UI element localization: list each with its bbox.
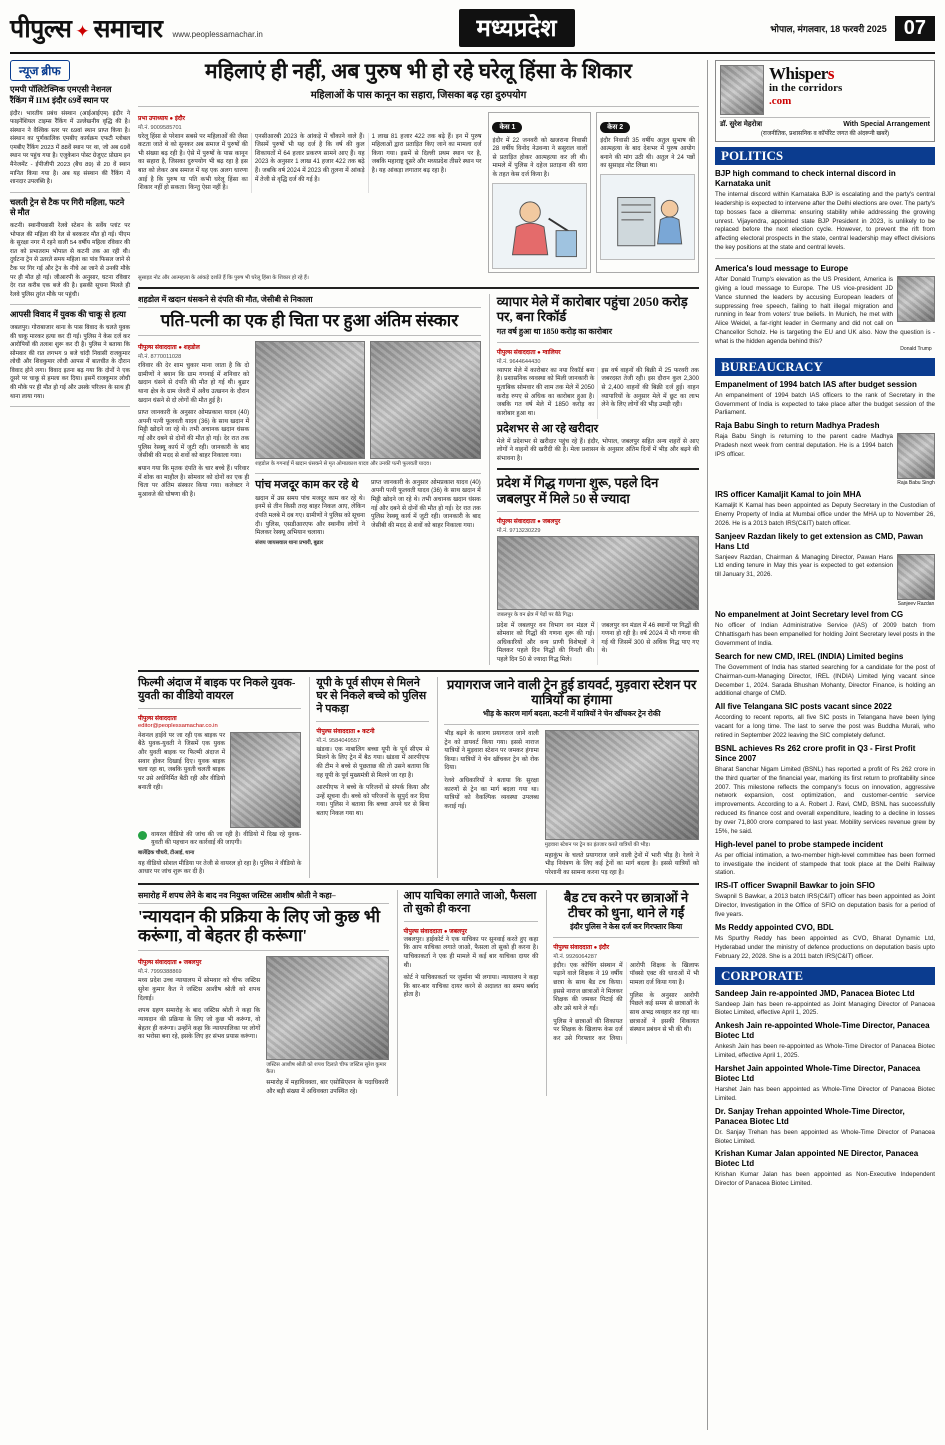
child-headline: यूपी के पूर्व सीएम से मिलने घर से निकले बच्चे को पुलिस ने पकड़ा [316,676,427,715]
item-headline: Sandeep Jain re-appointed JMD, Panacea Biotec Ltd [715,988,915,998]
justice-photo-caption: जस्टिस आशीष श्रोती को शपथ दिलाते चीफ जस्टिस सुरेश कुमार कैत। [266,1062,387,1076]
bike-para: नेशनल हाईवे पर जा रही एक बाइक पर बैठे युवक-युवती ने जिसमें एक युवक और युवती बाइक पर फिल्मी अंदाज में सवार होकर दिखाई दिए। युवक बाइक चला रहा था, जबकि युवती चलती बाइक पर उसे अर्धनिर्मित बैठी रही और वीडियो बनाती रही। [138,731,226,791]
item-headline: High-level panel to probe stampede incident [715,839,884,849]
whispers-title-part3: .com [769,95,792,108]
lead-illustration-caption: सुसाइड नोट और आत्महत्या के आंकड़े दर्शाते हैं कि पुरुष भी घरेलू हिंसा के शिकार हो रहे हैं। [138,274,309,281]
page-number: 07 [895,16,935,41]
justice-para: समारोह में महाधिवक्ता, बार एसोसिएशन के पदाधिकारी और बड़ी संख्या में अधिवक्ता उपस्थित रहे। [266,1079,389,1095]
trade-sub-kicker: प्रदेशभर से आ रहे खरीदार [496,422,599,435]
oath-ceremony-photo [266,956,388,1060]
whisper-item [715,380,935,419]
item-text: Krishan Kumar Jalan has been appointed as Non-Executive Independent Director of Panacea Biotec Limited. [715,1171,935,1188]
sanjeev-razdan-mugshot [897,554,935,600]
badtouch-sub-kicker: इंदौर पुलिस ने केस दर्ज कर गिरफ्तार किया [570,921,683,931]
whispers-column [707,60,935,1430]
justice-kicker: समारोह में शपथ लेने के बाद नव नियुक्त जस्टिस आशीष श्रोती ने कहा– [138,890,389,904]
train-para: भीड़ बढ़ने के कारण प्रयागराज जाने वाली ट्रेन को डायवर्ट किया गया। इससे नाराज यात्रियों ने मुड़वारा स्टेशन पर जमकर हंगामा किया। यात्रियों ने चेन खींचकर ट्रेन को रोक दिया। [444,729,539,772]
badtouch-contact: मो.नं. 9926064287 [553,953,597,960]
whispers-title-s: s [827,64,834,83]
section-header-bureaucracy: BUREAUCRACY [715,358,935,376]
vulture-contact: मो.नं. 9713230229 [496,527,541,534]
case-illustration-2 [600,174,695,260]
whisper-item [715,264,935,353]
bike-photo [230,732,301,828]
case-text: इंदौर में 22 जनवरी को खजराना निवासी 28 वर्षीय विनोद नेउवन्या ने ससुराल वालों से प्रताड़ित होकर आत्महत्या कर ली थी। मामले में पुलिस ने दहेज प्रताड़ना की धारा के तहत केस दर्ज किया है। [492,136,588,179]
item-headline: Dr. Sanjay Trehan appointed Whole-Time Director, Panacea Biotec Ltd [715,1106,905,1126]
victim-photo-male [255,341,365,459]
trade-contact: मो.नं. 9644644430 [496,358,541,365]
petition-para: कोर्ट ने याचिकाकर्ता पर जुर्माना भी लगाया। न्यायालय ने कहा कि बार-बार याचिका दायर करने से अदालत का समय बर्बाद होता है। [403,974,539,999]
website-url: www.peoplessamachar.in [172,30,263,39]
item-headline: BJP high command to check internal discord in Karnataka unit [715,169,896,188]
item-headline: IRS officer Kamaljit Kamal to join MHA [715,489,862,499]
justice-contact: मो.नं. 7999388869 [138,969,182,976]
mugshot-caption: Sanjeev Razdan [897,600,935,607]
lead-para: एनसीआरबी 2023 के आंकड़े में चौंकाने वाले हैं। जिसमें पुरुषों भी यह दर्ज है कि वर्ष की कुल शिकायतों में 64 हजार प्रकरण सामने आए हैं। यह 2023 के अनुसार 1 लाख 41 हजार 422 तक बढ़े हैं। जबकि वर्ष 2024 में 2023 की तुलना में आंकड़े में तेजी से वृद्धि दर्ज की गई है। [254,132,365,183]
case-tag: केस 1 [492,122,522,133]
brief-headline: एमपी पॉलिटेक्निक एमएसी नेशनल रैंकिंग में IIM इंदौर 69वें स्थान पर [10,85,112,105]
case-box-1 [488,112,591,273]
petition-headline: आप याचिका लगाते जाओ, फैसला तो सुको ही करना [403,889,537,915]
lead-byline: प्रभा उपाध्याय ● इंदौर [138,115,185,122]
raja-babu-singh-mugshot [897,433,935,479]
child-story [309,677,429,878]
lead-headline: महिलाएं ही नहीं, अब पुरुष भी हो रहे घरेलू हिंसा के शिकार [205,59,632,83]
badtouch-para: इंदौर। एक कोचिंग संस्थान में पढ़ाने वाले शिक्षक ने 19 वर्षीय छात्रा के साथ बैड टच किया। इससे नाराज छात्राओं ने मिलकर शिक्षक की जमकर पिटाई की और उसे थाने ले गईं। [553,961,623,1013]
shahdol-photo-caption: शहडोल के गगनाई में खदान धंसकने से मृत ओमप्रकाश यादव और उनकी पत्नी फूलवती यादव। [255,460,432,467]
item-text: After Donald Trump's elevation as the US President, America is giving a loud message to Europe. The US vice-president JD Vance stunned the leaders by accusing European leaders of suppressing free speech, failing to halt illegal migration and running in fear from voters' true beliefs. In Munich, he met with Alice Weidel, a far-right leader in Germany and did not call on Chancellor Scholz. He is targeting the EU and UK also. Now the question is - what is the hidden agenda behind this? [715,276,935,346]
whisper-item [715,1021,935,1061]
trump-mugshot [897,276,935,322]
brief-item [10,198,130,300]
bike-para: यह वीडियो सोशल मीडिया पर तेजी से वायरल हो रहा है। पुलिस ने वीडियो के आधार पर जांच शुरू कर दी है। [138,859,302,876]
child-para: खंडवा। एक नाबालिग बच्चा यूपी के पूर्व सीएम से मिलने के लिए ट्रेन में बैठ गया। खंडवा में आरपीएफ की टीम ने बच्चे से पूछताछ की तो उसने बताया कि वह यूपी के पूर्व मुख्यमंत्री से मिलने जा रहा है। [316,745,430,779]
train-crowd-photo [545,730,699,840]
lead-contact: मो.नं. 9009585701 [138,124,182,131]
lead-story [138,60,699,282]
mugshot-caption: Raja Babu Singh [897,480,935,487]
item-text: Dr. Sanjay Trehan has been appointed as Whole-Time Director of Panacea Biotec Limited. [715,1128,935,1145]
bike-byline: पीपुल्स संवाददाता [138,715,177,722]
case-tag: केस 2 [600,122,630,133]
brief-headline: चलती ट्रेन से टैक पर गिरी महिला, फटने से मौत [10,197,125,218]
shahdol-story [138,294,481,665]
justice-byline: पीपुल्स संवाददाता ● जबलपुर [138,960,202,967]
case-text: इंदौर निवासी 35 वर्षीय अतुल सुभाष की आत्महत्या के बाद देशभर में पुरुष आयोग बनाने की मांग उठी थी। अतुल ने 24 पन्नों का सुसाइड नोट लिखा था। [600,136,695,170]
whisper-item [715,702,935,741]
vulture-byline: पीपुल्स संवाददाता ● जबलपुर [496,518,561,525]
whisper-item [715,1149,935,1189]
whisper-item [715,421,935,487]
item-headline: All five Telangana SIC posts vacant since 2022 [715,702,892,712]
vulture-photo-caption: जबलपुर के वन क्षेत्र में पेड़ों पर बैठे गिद्ध। [496,611,574,618]
whisper-item [715,923,935,962]
shahdol-sub-kicker: पांच मजदूर काम कर रहे थे [255,478,359,491]
justice-para: शपथ ग्रहण समारोह के बाद जस्टिस श्रोती ने कहा कि न्यायदान की प्रक्रिया के लिए जो कुछ भी करूंगा, वो बेहतर ही करूंगा। उन्होंने कहा कि न्यायपालिका पर लोगों का भरोसा बना रहे, इसके लिए हर संभव प्रयास करूंगा। [138,1007,261,1041]
page-grid [10,60,935,1430]
whisper-item [715,1107,935,1147]
bike-quote-source: बालेंद्रिक चौधरी, टीआई, थाना [138,849,195,856]
item-headline: Search for new CMD, IREL (INDIA) Limited begins [715,651,904,661]
justice-story [138,890,389,1097]
item-headline: Ankesh Jain re-appointed Whole-Time Director, Panacea Biotec Ltd [715,1021,930,1041]
whispers-title-part1: Whisper [769,64,828,83]
item-text: Raja Babu Singh is returning to the parent cadre Madhya Pradesh next week from central deputation. He is a 1994 batch IPS officer. [715,433,893,458]
item-text: According to recent reports, all five SIC posts in Telangana have been lying vacant for a long time. The last to serve the post was Buddha Murali, who retired in September 2022 leaving the SIC completely defunct. [715,714,935,740]
item-headline: Sanjeev Razdan likely to get extension as CMD, Pawan Hans Ltd [715,531,924,551]
train-story [437,677,699,878]
item-text: Harshet Jain has been appointed as Whole-Time Director of Panacea Biotec Limited. [715,1085,935,1102]
bike-email[interactable]: editor@peoplessamachar.co.in [138,722,218,729]
whisper-item [715,610,935,649]
trade-byline: पीपुल्स संवाददाता ● ग्वालियर [496,349,561,356]
whispers-title-part2: in the corridors [769,82,843,94]
item-headline: Empanelment of 1994 batch IAS after budget session [715,379,917,389]
edition-title: मध्यप्रदेश [459,9,575,47]
shahdol-para: रविवार की देर शाम चुकार माना जाता है कि दो ग्रामीणों ने बयान कि ग्राम गगनाई में शनिवार को खदान धंसने से दंपति की मौत हो गई थी। बुढार थाना क्षेत्र के ग्राम जेवरी में अवैध उत्खनन के दौरान खदान धंसने से दो लोगों की मौत हुई है। [138,361,250,404]
child-para: आरपीएफ ने बच्चे के परिजनों से संपर्क किया और उन्हें सूचना दी। बच्चे को परिजनों के सुपुर्द कर दिया गया। पुलिस ने बताया कि बच्चा अपने घर से बिना बताए निकल गया था। [316,784,430,818]
lead-para: घरेलू हिंसा से परेशान सबसे पर महिलाओं की जैसा कटता जाते थे को सुनकर अब समाज में पुरुषों की भी संख्या बढ़ रही है। ऐसे में पुरुषों के पास कानून का सहारा है, जिसका दुरुपयोग भी बढ़ रहा है इस बात को लेकर अब समाज में यह एक अलग धारणा आई है कि पुरुष या पति कभी घरेलू हिंसा का शिकार नहीं हो सकता। किन्तु ऐसा नहीं है। [138,132,248,192]
whispers-title [769,65,930,82]
whatsapp-icon [138,831,147,840]
item-headline: Ms Reddy appointed CVO, BDL [715,922,834,932]
badtouch-byline: पीपुल्स संवाददाता ● इंदौर [553,944,610,951]
item-headline: Krishan Kumar Jalan appointed NE Director, Panacea Biotec Ltd [715,1149,919,1169]
item-text: No officer of Indian Administrative Service (IAS) of 2009 batch from Chhattisgarh has been empanelled for holding Joint Secretary level posts in the Government of India. [715,622,935,648]
badtouch-headline: बैड टच करने पर छात्राओं ने टीचर को धुना, थाने ले गईं [564,889,689,920]
petition-para: जबलपुर। हाईकोर्ट ने एक याचिका पर सुनवाई करते हुए कहा कि आप याचिका लगाते जाओ, फैसला तो सुको ही करना है। याचिकाकर्ता ने एक ही मामले में कई बार याचिका दायर की थी। [403,935,539,969]
news-brief-column [10,60,130,1430]
main-content-column [138,60,699,1430]
item-headline: America's loud message to Europe [715,264,849,274]
shahdol-headline: पति-पत्नी का एक ही चिता पर हुआ अंतिम संस्कार [160,310,459,330]
child-contact: मो.नं. 9584049557 [316,737,361,744]
mugshot-caption: Donald Trump [900,345,932,352]
whisper-item [715,532,935,608]
item-headline: IRS-IT officer Swapnil Bawkar to join SFIO [715,881,876,891]
justice-para: मध्य प्रदेश उच्च न्यायालय में सोमवार को चीफ जस्टिस सुरेश कुमार कैत ने जस्टिस आशीष श्रोती को शपथ दिलाई। [138,977,261,1002]
logo-second-text: समाचार [93,16,163,43]
item-text: The internal discord within Karnataka BJP is escalating and the party's central leadership is expected to intervene after the Delhi elections are over. The party's top bosses face a dilemma: ensuring stability while addressing the growing unrest. Vijayendra, appointed state BJP President in 2023, is unlikely to be replaced before the next election cycle. However, to prevent the rift from affecting electoral prospects in the state, central leadership may effect divisions the key positions at the state and central levels. [715,191,935,252]
whispers-banner [715,60,935,142]
bike-headline: फिल्मी अंदाज में बाइक पर निकले युवक-युवती का वीडियो वायरल [138,676,296,702]
section-header-politics: POLITICS [715,147,935,165]
item-text: Sandeep Jain has been re-appointed as Joint Managing Director of Panacea Biotec Limited, effective April 1, 2025. [715,1000,935,1017]
columnist-name: डॉ. सुरेश मेहरोत्रा [720,121,763,128]
item-text: Ms Spurthy Reddy has been appointed as CVO, Bharat Dynamic Ltd, Hyderabad under the ministry of defence productions on deputation basis upto February 22, 2028. She is a 2011 batch IRS(C&IT) officer. [715,934,935,960]
brief-text: इंदौर। भारतीय प्रबंध संस्थान (आईआईएम) इंदौर ने फाइनेंशियल टाइम्स रैंकिंग में उल्लेखनीय वृद्धि की है। संस्थान ने वैश्विक स्तर पर 69वां स्थान प्राप्त किया है। संस्थान का पूर्णकालिक एमबीए कार्यक्रम एफटी ग्लोबल एमबीए रैंकिंग 2023 में 88वें स्थान पर था, जो अब 69वें स्थान पर पहुंच गया है। एजुकेशन पोस्ट ग्रेजुएट प्रोग्राम इन मैनेजमेंट - ईपीजीपी 2023 (बैच 89) से 20 वें स्थान मानित किया गया है। अब यह संस्थान की रैंकिंग में शानदार उपलब्धि है। [10,110,130,186]
train-subheadline: भीड़ के कारण मार्ग बदला, कटनी में यात्रियों ने चेन खींचकर ट्रेन रोकी [482,708,661,718]
masthead [10,8,935,54]
item-text: An empanelment of 1994 batch IAS officers to the rank of Secretary in the Government of India is expected to take place after the budget session of the Parliament. [715,391,935,417]
shahdol-sub-text: खदान में उस समय पांच मजदूर काम कर रहे थे। इनमें से तीन किसी तरह बाहर निकल आए, लेकिन दंपति मलबे में दब गए। ग्रामीणों ने पुलिस को सूचना दी। पुलिस, एसडीआरएफ और स्थानीय लोगों ने मिलकर रेस्क्यू अभियान चलाया। [255,494,365,537]
logo-main-text: पीपुल्स [10,16,72,43]
item-text: The Government of India has started searching for a candidate for the post of Chairman-cum-Managing Director, IREL (INDIA) Limited lying vacant since December 1, 2024. Sarada Bhushan Mohanty, Director Finance, is holding an additional charge of CMD. [715,663,935,698]
whisper-item [715,652,935,699]
masthead-right [770,16,935,41]
petition-byline: पीपुल्स संवाददाता ● जबलपुर [403,928,467,935]
shahdol-quote-source: संजय जायसवाल थाना प्रभारी, बुढार [255,540,324,547]
whisper-item [715,490,935,529]
whisper-item [715,989,935,1019]
lead-para: 1 लाख 81 हजार 422 तक बढ़े हैं। इन में पुरुष महिलाओं द्वारा प्रताड़ित किए जाने का मामला दर्ज किया गया। इसमें से दिल्ली प्रथम स्थान पर है, जबकि महाराष्ट्र दूसरे और मध्यप्रदेश तीसरे स्थान पर है। यह आंकड़ा लगातार बढ़ रहा है। [371,132,482,175]
section-header-corporate: CORPORATE [715,967,935,985]
item-headline: Raja Babu Singh to return Madhya Pradesh [715,421,880,431]
item-text: Swapnil S Bawkar, a 2013 batch IRS(C&IT) officer has been appointed as Joint Director, Investigation in the Office of SFIO on deputation basis for a period of five years. [715,893,935,919]
shahdol-extra-text: प्राप्त जानकारी के अनुसार ओमप्रकाश यादव (40) अपनी पत्नी फूलवती यादव (36) के साथ खदान में मिट्टी खोदने जा रहे थे। तभी अचानक खदान धंसक गई और दबने से दोनों की मौत हो गई। देर रात तक पुलिस रेस्क्यू कार्य में जुटी रही। जानकारी के बाद जेसीबी की मदद से शवों को बाहर निकाला गया। [370,478,481,530]
brief-headline: आपसी विवाद में युवक की चाकू से हत्या [10,310,126,320]
item-text: Bharat Sanchar Nigam Limited (BSNL) has reported a profit of Rs 262 crore in the third quarter of the financial year, marking its first return to profitability since 2007. This milestone reflects the company's focus on innovation, aggressive network expansion, cost optimization, and customer-centric service improvements. According to a A. Robert J. Ravi, CMD, BSNL has successfully reduced its finance cost and overall expenditure, leading to a decline in losses by over 71,800 crore compared to last year. Mobility services revenue grew by 15%, he said. [715,765,935,835]
vulture-headline: प्रदेश में गिद्ध गणना शुरू, पहले दिन जबलपुर में मिले 50 से ज्यादा [496,475,659,506]
columnist-photo [720,65,764,115]
trade-headline: व्यापार मेले में कारोबार पहुंचा 2050 करोड़ पर, बना रिकॉर्ड [496,293,688,324]
case-illustration-1 [492,183,587,269]
train-para: रेलवे अधिकारियों ने बताया कि सुरक्षा कारणों से ट्रेन का मार्ग बदला गया था। यात्रियों को वैकल्पिक व्यवस्था उपलब्ध कराई गई। [444,777,539,810]
item-headline: No empanelment at Joint Secretary level from CG [715,610,904,620]
bike-video-story [138,677,301,878]
victim-photo-female [370,341,480,459]
newspaper-logo [10,11,263,45]
badtouch-para: पुलिस ने छात्राओं की शिकायत पर शिक्षक के खिलाफ केस दर्ज कर उसे गिरफ्तार कर लिया। आरोपी शिक्षक के खिलाफ पॉक्सो एक्ट की धाराओं में भी मामला दर्ज किया गया है। [553,961,699,1042]
brief-item [10,85,130,187]
petition-story [397,890,539,1097]
brief-text: कटनी। स्थानीयवासी रेलवे स्टेशन के सर्वेय प्लांट पर भोपाल की महिला की रेल से बरकरार मौत हो गई। पीएम के सुरक्षा नगर में रहने वाली 54 वर्षीय महिला रविवार की रात को प्रभातराम भोपाल से कटनी तक आ रही थी। दुर्घटना ट्रेन से उतरते समय महिला का पांव फिसल जाने से टैक पर गिर गई और ट्रेन के नीचे आ जाने से उनकी मौके पर ही मौत हो गई। जीआरपी के अनुसार, घटना रविवार देर रात करीब एक बजे की है। इसकी सूचना मिलते ही रेलवे पुलिस तुरंत मौके पर पहुंची। [10,223,130,298]
whisper-item [715,744,935,837]
whisper-item [715,840,935,879]
badtouch-story [546,890,699,1097]
trade-para: व्यापार मेले में कारोबार का नया रिकॉर्ड बना है। प्रशासनिक व्यवस्था को मिली जानकारी के मुताबिक सोमवार की शाम तक मेले में 2050 करोड़ रुपए से अधिक का कारोबार हुआ है। जबकि गत वर्ष मेले में 1850 करोड़ का कारोबार हुआ था। [496,366,595,417]
item-text: As per official intimation, a two-member high-level committee has been formed to investigate the incident of stampede that took place at the Delhi Railway station. [715,851,935,877]
publication-date: भोपाल, मंगलवार, 18 फरवरी 2025 [770,23,887,34]
brief-item [10,310,130,401]
brief-text: जबलपुर। गोराबाजार थाना के पास विवाद के चलते युवक की चाकू मारकर हत्या कर दी गई। पुलिस ने केस दर्ज कर आरोपियों की तलाश शुरू कर दी है। पुलिस ने बताया कि सोमवार की रात लगभग 9 बजे चांदी निवासी राजकुमार लोधी और शिवकुमार लोधी आपस में बातचीत के दौरान विवाद होने लगा। विवाद इतना बढ़ गया कि दोनों ने एक दूसरे पर चाकू से हमला कर दिया। इसमें राजकुमार लोधी की मौके पर ही मौत हो गई और उसके परिजन के साथ ही थाना लाया गया। [10,325,130,400]
child-byline: पीपुल्स संवाददाता ● कटनी [316,728,375,735]
train-para: महाकुंभ के चलते प्रयागराज जाने वाली ट्रेनों में भारी भीड़ है। रेलवे ने भीड़ नियंत्रण के लिए कई ट्रेनों का मार्ग बदला है। इससे यात्रियों को परेशानी का सामना करना पड़ रहा है। [544,851,699,877]
badtouch-para: पुलिस के अनुसार आरोपी पिछले कई समय से छात्राओं के साथ अभद्र व्यवहार कर रहा था। छात्राओं ने इसकी शिकायत संस्थान प्रबंधन से भी की थी। [629,991,699,1034]
trade-sub-text: मेले में प्रदेशभर से खरीदार पहुंच रहे हैं। इंदौर, भोपाल, जबलपुर सहित अन्य शहरों से आए लोगों ने वाहनों की खरीदी की है। मेला प्रशासन के अनुसार अंतिम दिनों में भीड़ और बढ़ने की संभावना है। [496,437,699,462]
item-text: Sanjeev Razdan, Chairman & Managing Director, Pawan Hans Ltd ending tenure in May this year is expected to get extension till January 31, 2026. [715,553,893,579]
vulture-story [497,475,699,664]
justice-headline: 'न्यायदान की प्रक्रिया के लिए जो कुछ भी करूंगा, वो बेहतर ही करूंगा' [138,906,381,946]
vulture-photo [497,536,699,610]
whisper-item [715,881,935,920]
trade-subheadline: गत वर्ष हुआ था 1850 करोड़ का कारोबार [496,326,612,336]
vulture-para: जबलपुर वन मंडल में 46 स्थानों पर गिद्धों की गणना हो रही है। वर्ष 2024 में भी गणना की गई थी जिसमें 300 से अधिक गिद्ध पाए गए थे। [601,621,699,655]
news-brief-tag: न्यूज ब्रीफ [10,60,70,81]
case-box-2 [596,112,699,273]
train-kicker-headline: प्रयागराज जाने वाली ट्रेन हुई डायवर्ट, मुड़वारा स्टेशन पर यात्रियों का हंगामा [447,676,697,707]
item-text: Ankesh Jain has been re-appointed as Whole-Time Director of Panacea Biotec Limited, effective April 1, 2025. [715,1043,935,1060]
whisper-item [715,169,935,253]
lead-subheadline: महिलाओं के पास कानून का सहारा, जिसका बढ़ रहा दुरुपयोग [310,89,527,101]
shahdol-kicker: शहडोल में खदान धंसकने से दंपति की मौत, जेसीबी से निकाला [138,294,481,308]
whisper-item [715,1064,935,1104]
train-photo-caption: मुड़वारा स्टेशन पर ट्रेन का इंतजार करते यात्रियों की भीड़। [544,841,651,848]
shahdol-contact: मो.नं. 8770011028 [138,353,182,360]
trade-para: इस वर्ष वाहनों की बिक्री में 25 फरवरी तक जबरदस्त तेजी रही। इस दौरान कुल 2,300 से 2,400 वाहनों की बिक्री दर्ज हुई। वाहन व्यापारियों के अनुसार मेले में छूट का लाभ लेने के लिए लोगों की भीड़ उमड़ी रही। [601,366,699,409]
whispers-arrangement: With Special Arrangement [843,121,930,128]
vulture-para: प्रदेश में जबलपुर वन विभाग वन मंडल में सोमवार को गिद्धों की गणना शुरू की गई। अधिकारियों और वन्य प्राणी विशेषज्ञों ने मिलकर पहले दिन गिद्धों की गिनती की। पहले दिन 50 से ज्यादा गिद्ध मिले। [496,621,595,664]
item-headline: Harshet Jain appointed Whole-Time Director, Panacea Biotec Ltd [715,1063,921,1083]
shahdol-para: प्राप्त जानकारी के अनुसार ओमप्रकाश यादव (40) अपनी पत्नी फूलवती यादव (36) के साथ खदान में मिट्टी खोदने जा रहे थे। तभी अचानक खदान धंसक गई और दबने से दोनों की मौत हो गई। देर रात तक पुलिस रेस्क्यू कार्य में जुटी रही। जानकारी के बाद जेसीबी की मदद से शवों को बाहर निकाला गया। [138,409,250,460]
trade-fair-story [497,294,699,464]
item-headline: BSNL achieves Rs 262 crore profit in Q3 - First Profit Since 2007 [715,743,916,763]
shahdol-para: बयान गया कि मृतक दंपति के चार बच्चे हैं। परिवार में शोक का माहौल है। सोमवार को दोनों का एक ही चिता पर अंतिम संस्कार किया गया। कलेक्टर ने मुआवजे की घोषणा की है। [138,465,250,498]
star-icon: ✦ [75,22,90,41]
whispers-note: (राजनीतिक, प्रशासनिक व कॉर्पोरेट जगत की अंदरूनी खबरें) [760,131,890,137]
bike-para: वायरल वीडियो की जांच की जा रही है। वीडियो में दिख रहे युवक-युवती की पहचान कर कार्रवाई की जाएगी। [151,830,302,847]
shahdol-byline: पीपुल्स संवाददाता ● शहडोल [138,344,200,351]
item-text: Kamaljit K Kamal has been appointed as Deputy Secretary in the Custodian of Enemy Property of India at Mumbai office under the MHA up to November 26, 2026. He is a 2013 batch IRS(C&IT) batch officer. [715,501,935,527]
